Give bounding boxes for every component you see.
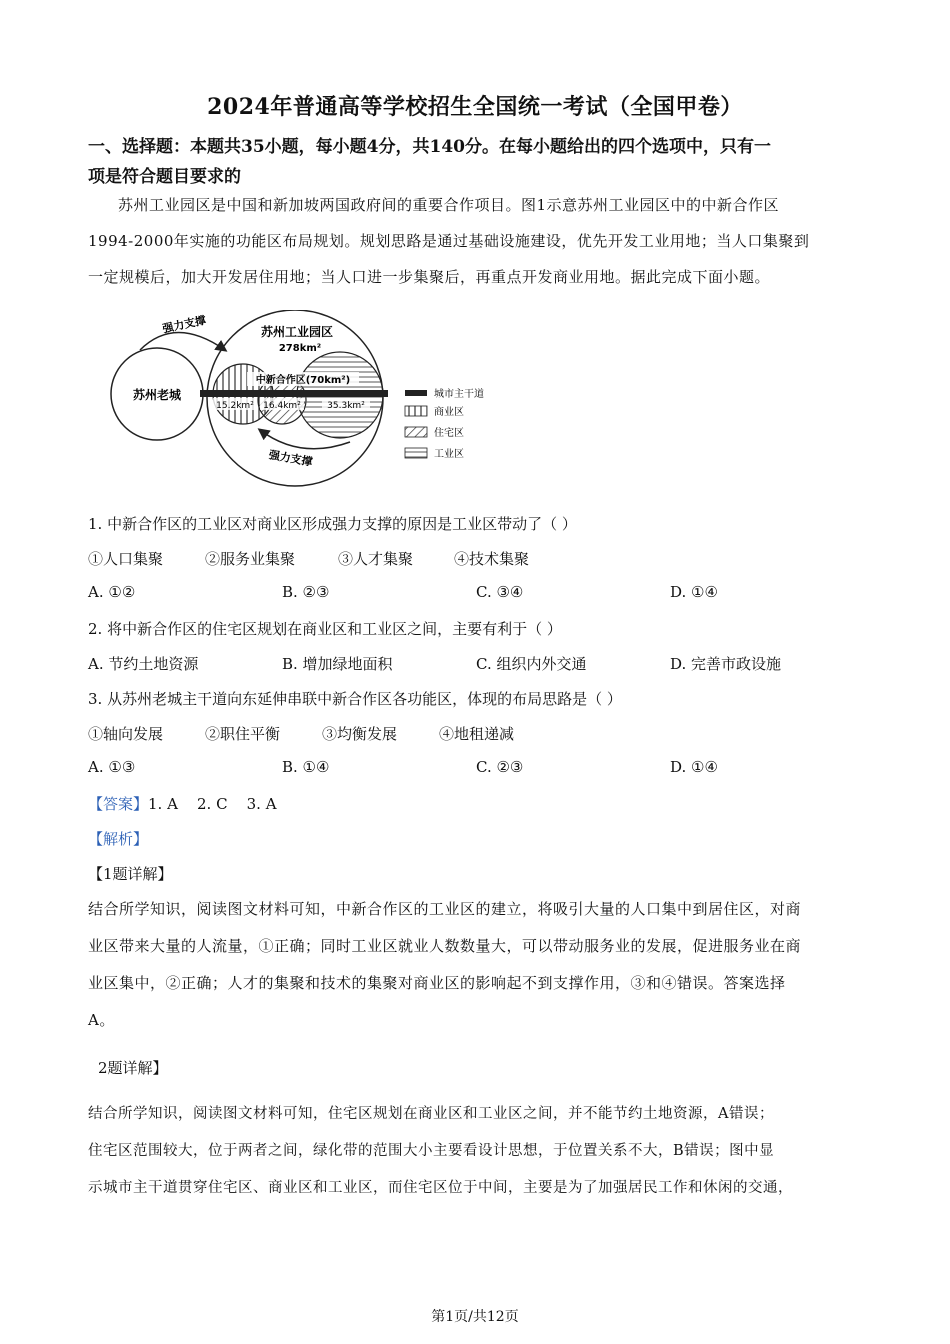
residential-area-label: 16.4km² (263, 401, 301, 411)
intro-paragraph: 苏州工业园区是中国和新加坡两国政府间的重要合作项目。图1示意苏州工业园区中的中新合作区 1994-2000年实施的功能区布局规划。规划思路是通过基础设施建设，优先开发工业用地；当人口集聚到 一定规模后，加大开发居住用地；当人口进一步集聚后，再重点开发商业用地。据此完成下面小题。 (88, 196, 810, 286)
q3-item: ④地租递减 (439, 725, 515, 743)
q1-item: ③人才集聚 (338, 550, 414, 568)
answer-label: 【答案】 (88, 795, 149, 813)
legend-industrial-swatch (405, 448, 427, 458)
q1-item: ④技术集聚 (454, 550, 530, 568)
legend-commercial-label: 商业区 (434, 407, 464, 418)
support-arrow-top (140, 333, 225, 351)
answer-line (88, 793, 277, 814)
q1-option-d: D. ①④ (670, 583, 718, 601)
detail-2-heading: 2题详解】 (98, 1059, 168, 1077)
q3-item: ③均衡发展 (322, 725, 398, 743)
legend-industrial-label: 工业区 (434, 449, 464, 460)
question-3-stem: 3. 从苏州老城主干道向东延伸串联中新合作区各功能区，体现的布局思路是（ ） (88, 690, 622, 708)
q2-option-b: B. 增加绿地面积 (282, 655, 393, 673)
industrial-area-label: 35.3km² (327, 401, 365, 411)
q3-option-d: D. ①④ (670, 758, 718, 776)
old-city-label: 苏州老城 (132, 388, 182, 402)
q3-option-b: B. ①④ (282, 758, 330, 776)
q2-option-d: D. 完善市政设施 (670, 655, 782, 673)
legend-residential-swatch (405, 427, 427, 437)
question-1-stem: 1. 中新合作区的工业区对商业区形成强力支撑的原因是工业区带动了（ ） (88, 515, 577, 533)
q1-option-b: B. ②③ (282, 583, 330, 601)
q2-option-a: A. 节约土地资源 (88, 655, 199, 673)
answer-text: 1. A 2. C 3. A (148, 795, 277, 813)
legend-road-swatch (405, 390, 427, 396)
detail-2-body: 结合所学知识，阅读图文材料可知，住宅区规划在商业区和工业区之间，并不能节约土地资源，A错误； 住宅区范围较大，位于两者之间，绿化带的范围大小主要看设计思想，于位置关系不大，B错误；图中显 示城市主干道贯穿住宅区、商业区和工业区，而住宅区位于中间，主要是为了加强居民工作和休闲的交通， (88, 1106, 793, 1196)
q3-option-a: A. ①③ (88, 758, 136, 776)
q2-option-c: C. 组织内外交通 (476, 655, 587, 673)
q1-option-a: A. ①② (88, 583, 136, 601)
detail-1-heading: 【1题详解】 (88, 865, 173, 883)
support-label-bottom: 强力支撑 (267, 448, 314, 469)
q3-item: ①轴向发展 (88, 725, 164, 743)
park-name-label: 苏州工业园区 (260, 325, 334, 339)
q1-option-c: C. ③④ (476, 583, 524, 601)
commercial-area-label: 15.2km² (216, 401, 254, 411)
detail-1-body: 结合所学知识，阅读图文材料可知，中新合作区的工业区的建立，将吸引大量的人口集中到居住区，对商 业区带来大量的人流量，①正确；同时工业区就业人数数量大，可以带动服务业的发展，促进服务业在商 业区集中，②正确；人才的集聚和技术的集聚对商业区的影响起不到支撑作用，③和④错误。答案选择 A。 (88, 900, 802, 1029)
zone-name-label: 中新合作区(70km²) (255, 375, 351, 386)
q3-item: ②职住平衡 (205, 725, 281, 743)
q3-option-c: C. ②③ (476, 758, 524, 776)
figure-1-diagram (100, 310, 500, 495)
section-heading: 一、选择题：本题共35小题，每小题4分，共140分。在每小题给出的四个选项中，只有一 项是符合题目要求的 (88, 137, 771, 187)
page-title: 2024年普通高等学校招生全国统一考试（全国甲卷） (207, 94, 743, 120)
support-label-top: 强力支撑 (161, 313, 208, 336)
q1-item: ②服务业集聚 (205, 550, 296, 568)
legend-residential-label: 住宅区 (434, 428, 464, 439)
q1-item: ①人口集聚 (88, 550, 164, 568)
page-footer: 第1页/共12页 (431, 1309, 519, 1325)
main-road (200, 390, 388, 397)
park-area-label: 278km² (278, 343, 322, 354)
analysis-label: 【解析】 (88, 830, 149, 848)
legend-commercial-swatch (405, 406, 427, 416)
question-2-stem: 2. 将中新合作区的住宅区规划在商业区和工业区之间，主要有利于（ ） (88, 620, 562, 638)
legend-road-label: 城市主干道 (434, 389, 484, 400)
